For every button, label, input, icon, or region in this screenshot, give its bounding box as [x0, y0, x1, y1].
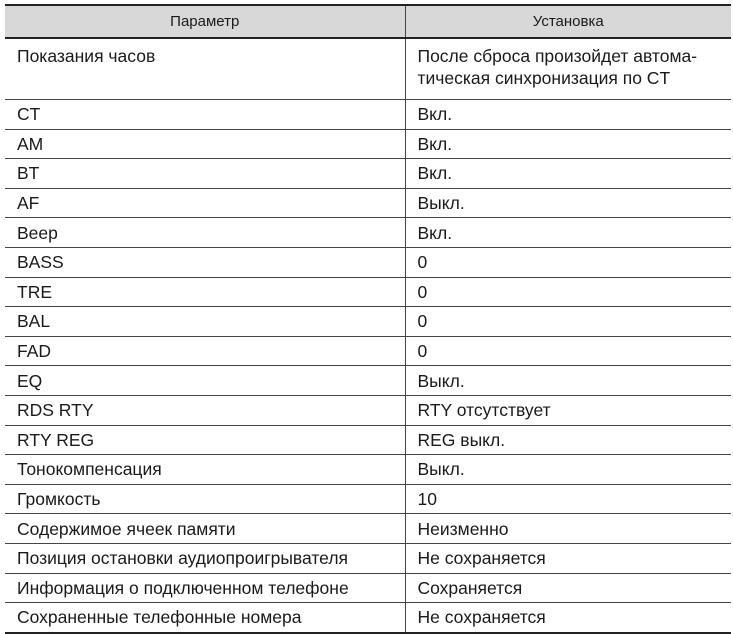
table-row	[5, 307, 731, 337]
value-cell: Не сохраняется	[405, 603, 731, 633]
table-row	[5, 543, 731, 573]
param-cell: Тонокомпенсация	[5, 455, 405, 485]
value-cell: 0	[405, 247, 731, 277]
param-cell: EQ	[5, 366, 405, 396]
param-cell: TRE	[5, 277, 405, 307]
table-row	[5, 573, 731, 603]
table-row	[5, 366, 731, 396]
value-cell: Выкл.	[405, 188, 731, 218]
table-row	[5, 159, 731, 189]
value-cell: 0	[405, 277, 731, 307]
param-cell: Позиция остановки аудиопроигрывателя	[5, 543, 405, 573]
table-row	[5, 514, 731, 544]
table-row	[5, 603, 731, 633]
param-cell: Beep	[5, 218, 405, 248]
table-row	[5, 455, 731, 485]
table-row	[5, 277, 731, 307]
table-row	[5, 425, 731, 455]
value-cell: 0	[405, 307, 731, 337]
table-row	[5, 218, 731, 248]
value-cell: Сохраняется	[405, 573, 731, 603]
value-cell: Вкл.	[405, 159, 731, 189]
table-row	[5, 100, 731, 130]
value-cell: Не сохраняется	[405, 543, 731, 573]
param-cell: RTY REG	[5, 425, 405, 455]
value-line-1: После сброса произойдет автома-	[417, 46, 698, 66]
header-setting: Установка	[405, 5, 731, 38]
header-parameter: Параметр	[5, 5, 405, 38]
table-row	[5, 129, 731, 159]
value-cell: Вкл.	[405, 218, 731, 248]
table-row	[5, 188, 731, 218]
param-cell: AF	[5, 188, 405, 218]
value-cell: RTY отсутствует	[405, 395, 731, 425]
settings-table	[5, 4, 731, 634]
value-cell	[405, 38, 731, 100]
param-cell: FAD	[5, 336, 405, 366]
value-cell: Вкл.	[405, 129, 731, 159]
value-cell: Выкл.	[405, 455, 731, 485]
value-cell: 0	[405, 336, 731, 366]
param-cell: Показания часов	[5, 38, 405, 100]
table-row	[5, 38, 731, 100]
param-cell: CT	[5, 100, 405, 130]
table-row	[5, 484, 731, 514]
param-cell: BAL	[5, 307, 405, 337]
table-row	[5, 247, 731, 277]
param-cell: BASS	[5, 247, 405, 277]
param-cell: Содержимое ячеек памяти	[5, 514, 405, 544]
param-cell: Сохраненные телефонные номера	[5, 603, 405, 633]
table-row	[5, 395, 731, 425]
value-cell: Выкл.	[405, 366, 731, 396]
param-cell: Громкость	[5, 484, 405, 514]
param-cell: RDS RTY	[5, 395, 405, 425]
value-cell: Неизменно	[405, 514, 731, 544]
param-cell: AM	[5, 129, 405, 159]
value-cell: REG выкл.	[405, 425, 731, 455]
table-row	[5, 336, 731, 366]
param-cell: BT	[5, 159, 405, 189]
header-row	[5, 5, 731, 38]
value-cell: Вкл.	[405, 100, 731, 130]
value-line-2: тическая синхронизация по CT	[417, 68, 671, 88]
value-cell: 10	[405, 484, 731, 514]
param-cell: Информация о подключенном телефоне	[5, 573, 405, 603]
